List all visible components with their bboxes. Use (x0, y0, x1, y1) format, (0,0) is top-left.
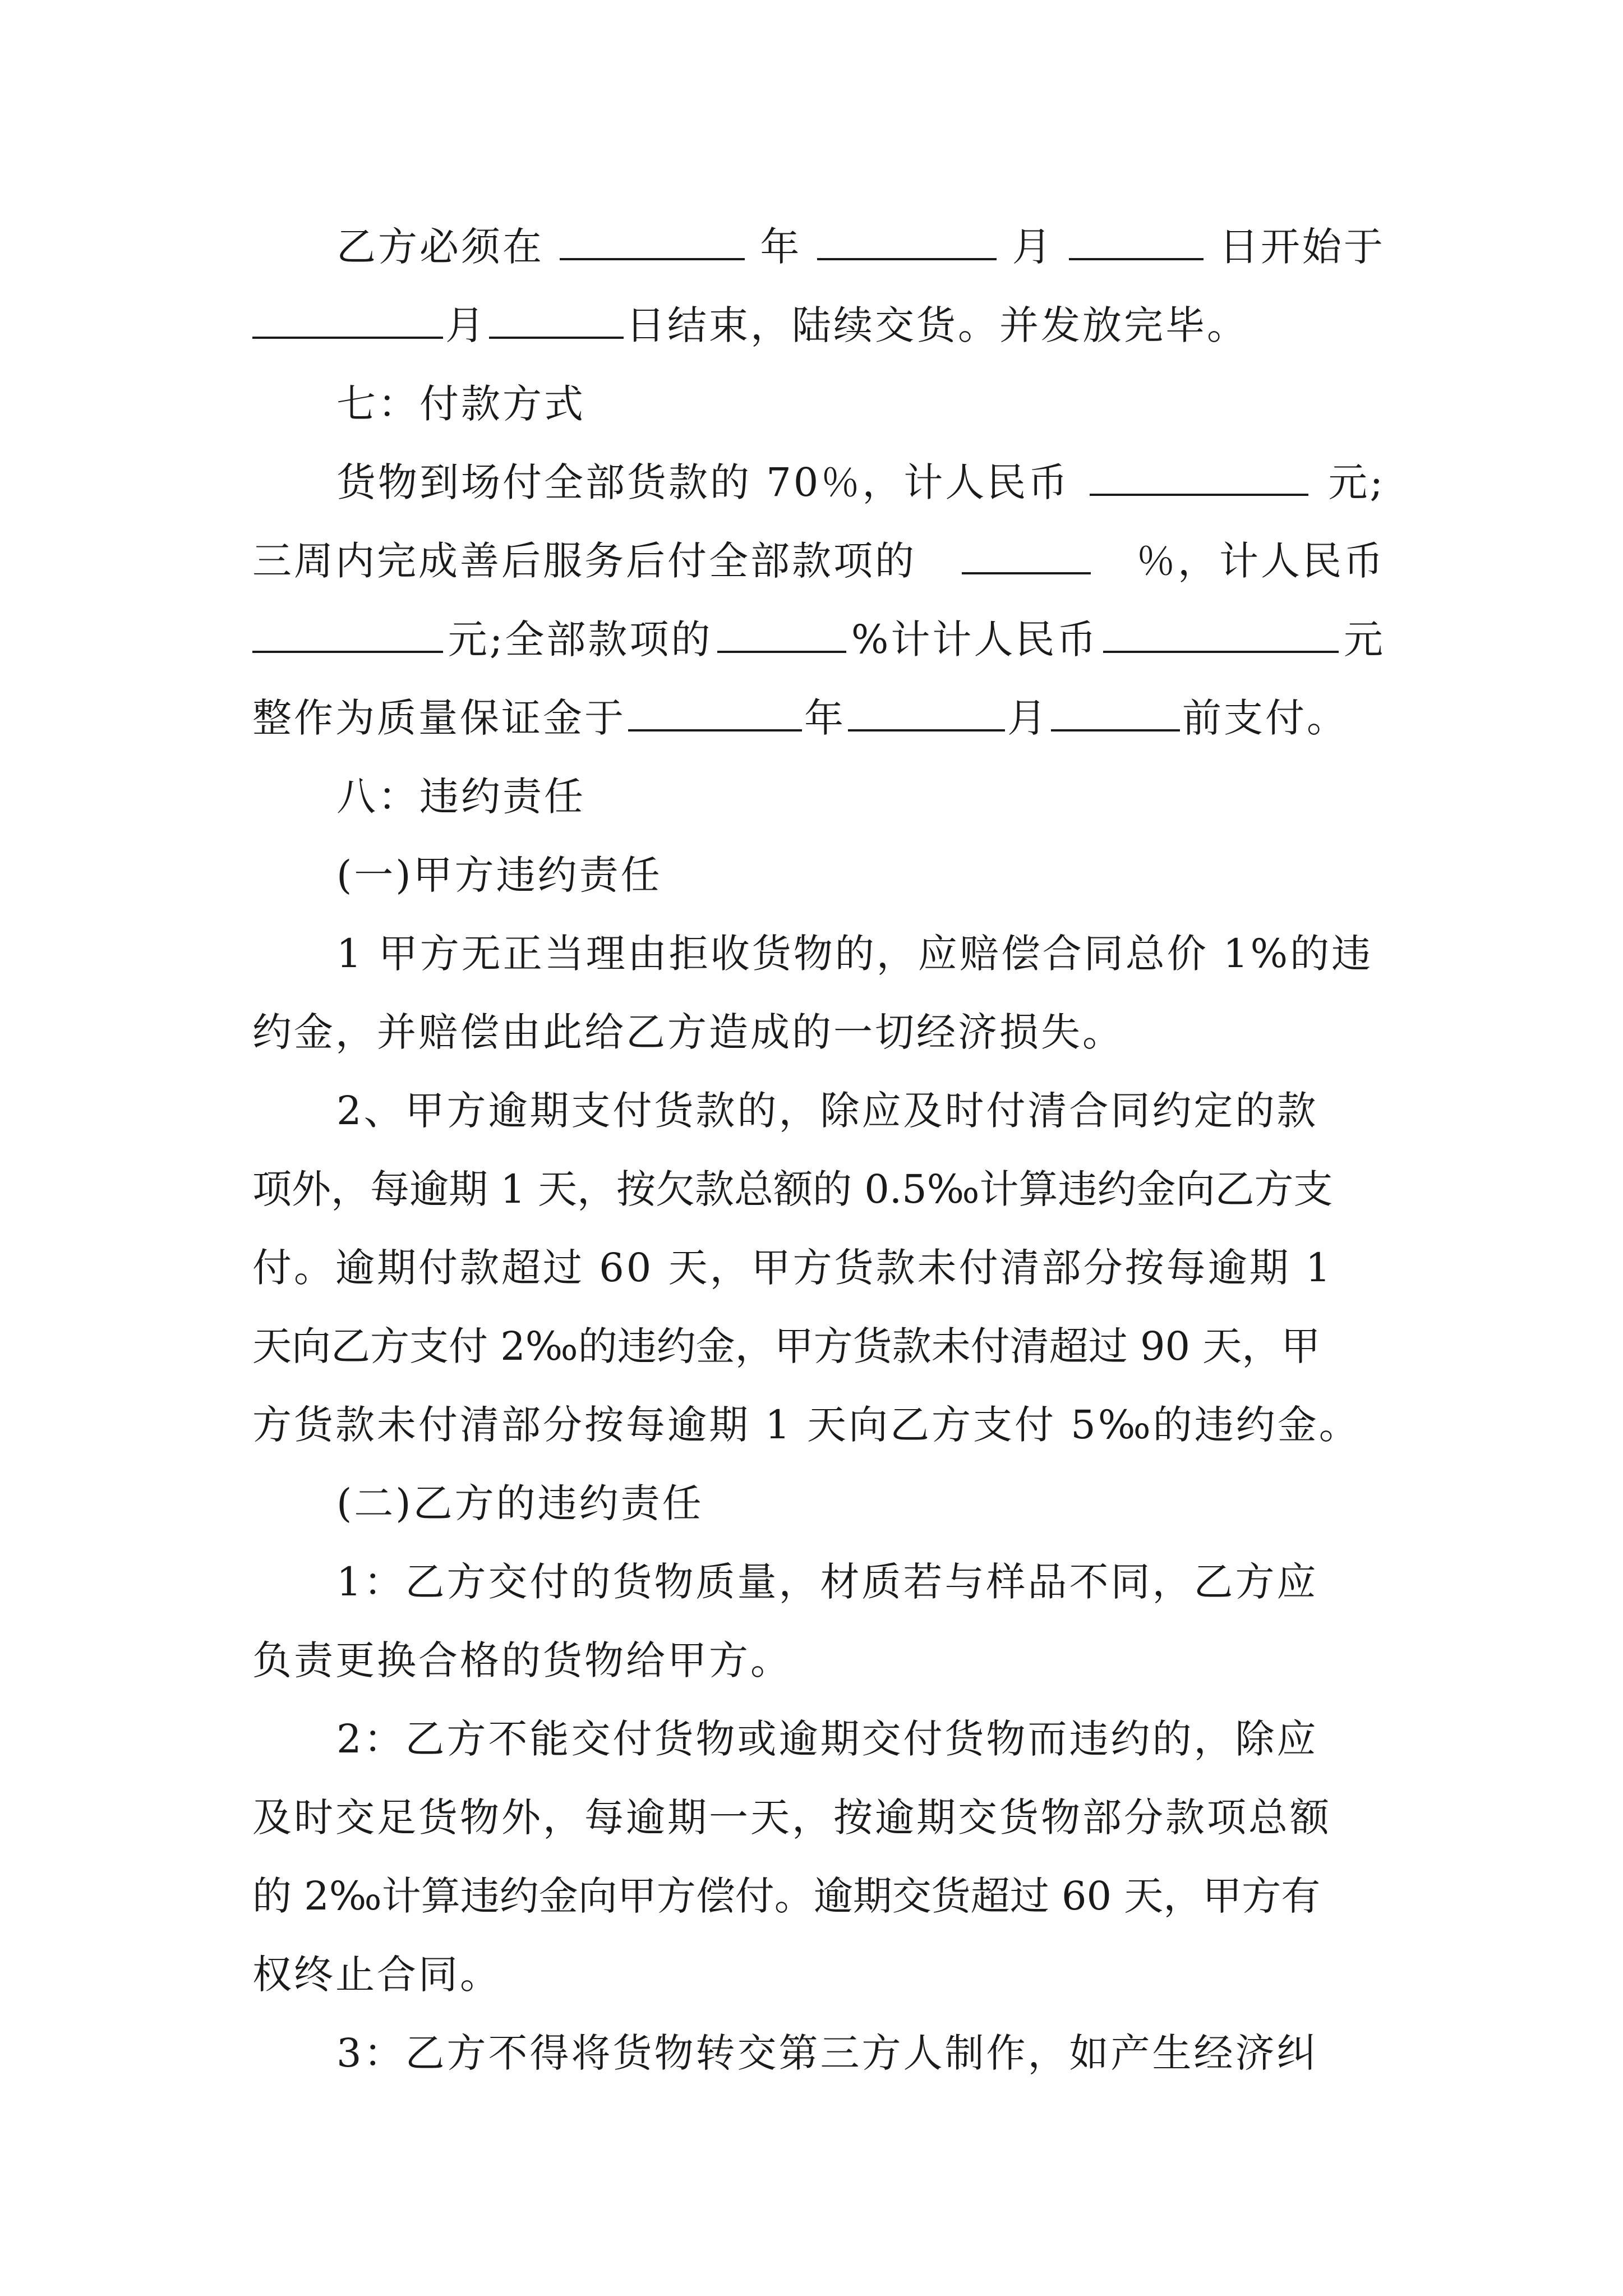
blank-percent-1 (962, 533, 1091, 574)
a2-line-5: 方货款未付清部分按每逾期 1 天向乙方支付 5‰的违约金。 (252, 1402, 1361, 1448)
a2-line-4: 天向乙方支付 2‰的违约金，甲方货款未付清超过 90 天，甲 (252, 1323, 1321, 1369)
a1-line-2: 约金，并赔偿由此给乙方造成的一切经济损失。 (252, 1009, 1124, 1055)
a1-line-1: 1 甲方无正当理由拒收货物的，应赔偿合同总价 1%的违 (336, 931, 1373, 977)
payment-line-4 (252, 679, 1385, 757)
blank-day-deposit (1051, 690, 1180, 731)
a2-line-3: 付。逾期付款超过 60 天，甲方货款未付清部分按每逾期 1 (252, 1245, 1333, 1291)
blank-day (1069, 219, 1204, 260)
b2-line-4: 权终止合同。 (252, 1952, 501, 1998)
text: %计计人民币 (851, 616, 1099, 662)
document-body (252, 208, 1385, 2092)
delivery-line-1 (252, 208, 1385, 286)
payment-line-3 (252, 600, 1385, 679)
blank-month-end (252, 297, 443, 339)
party-a-title: (一)甲方违约责任 (336, 852, 662, 898)
text: 元; (1328, 459, 1385, 505)
blank-day-end (489, 297, 624, 339)
text: 三周内完成善后服务后付全部款项的 (252, 538, 916, 584)
b2-line-2: 及时交足货物外，每逾期一天，按逾期交货物部分款项总额 (252, 1795, 1331, 1841)
b1-line-2: 负责更换合格的货物给甲方。 (252, 1637, 792, 1683)
text: ％，计人民币 (1136, 538, 1385, 584)
delivery-line-2 (252, 286, 1385, 365)
payment-line-1 (252, 443, 1385, 522)
text: 月 (1012, 224, 1054, 270)
b2-line-1: 2：乙方不能交付货物或逾期交付货物而违约的，除应 (336, 1716, 1318, 1762)
blank-amount-3 (1103, 611, 1339, 653)
blank-month (817, 219, 997, 260)
payment-line-2 (252, 522, 1385, 600)
section-7-title: 七：付款方式 (336, 381, 585, 427)
blank-year-deposit (628, 690, 802, 731)
text: 日开始于 (1219, 224, 1385, 270)
blank-amount-1 (1090, 454, 1308, 496)
text: 元;全部款项的 (448, 616, 713, 662)
text: 乙方必须在 (336, 224, 544, 270)
text: 月 (1007, 695, 1049, 741)
section-8-title: 八：违约责任 (336, 774, 585, 820)
blank-amount-2 (252, 611, 443, 653)
party-b-title: (二)乙方的违约责任 (336, 1480, 704, 1526)
b2-line-3: 的 2‰计算违约金向甲方偿付。逾期交货超过 60 天，甲方有 (252, 1873, 1321, 1919)
text: 元 (1343, 616, 1385, 662)
blank-percent-2 (717, 611, 846, 653)
text: 前支付。 (1182, 695, 1348, 741)
a2-line-1: 2、甲方逾期支付货款的，除应及时付清合同约定的款 (336, 1088, 1318, 1134)
blank-year (560, 219, 745, 260)
text: 货物到场付全部货款的 70％，计人民币 (336, 459, 1070, 505)
b3-line-1: 3：乙方不得将货物转交第三方人制作，如产生经济纠 (336, 2030, 1318, 2076)
text: 日结束，陆续交货。并发放完毕。 (626, 302, 1248, 348)
text: 年 (760, 224, 802, 270)
text: 整作为质量保证金于 (252, 695, 626, 741)
text: 年 (804, 695, 846, 741)
blank-month-deposit (848, 690, 1005, 731)
text: 月 (445, 302, 487, 348)
a2-line-2: 项外，每逾期 1 天，按欠款总额的 0.5‰计算违约金向乙方支 (252, 1166, 1333, 1212)
b1-line-1: 1：乙方交付的货物质量，材质若与样品不同，乙方应 (336, 1559, 1318, 1605)
